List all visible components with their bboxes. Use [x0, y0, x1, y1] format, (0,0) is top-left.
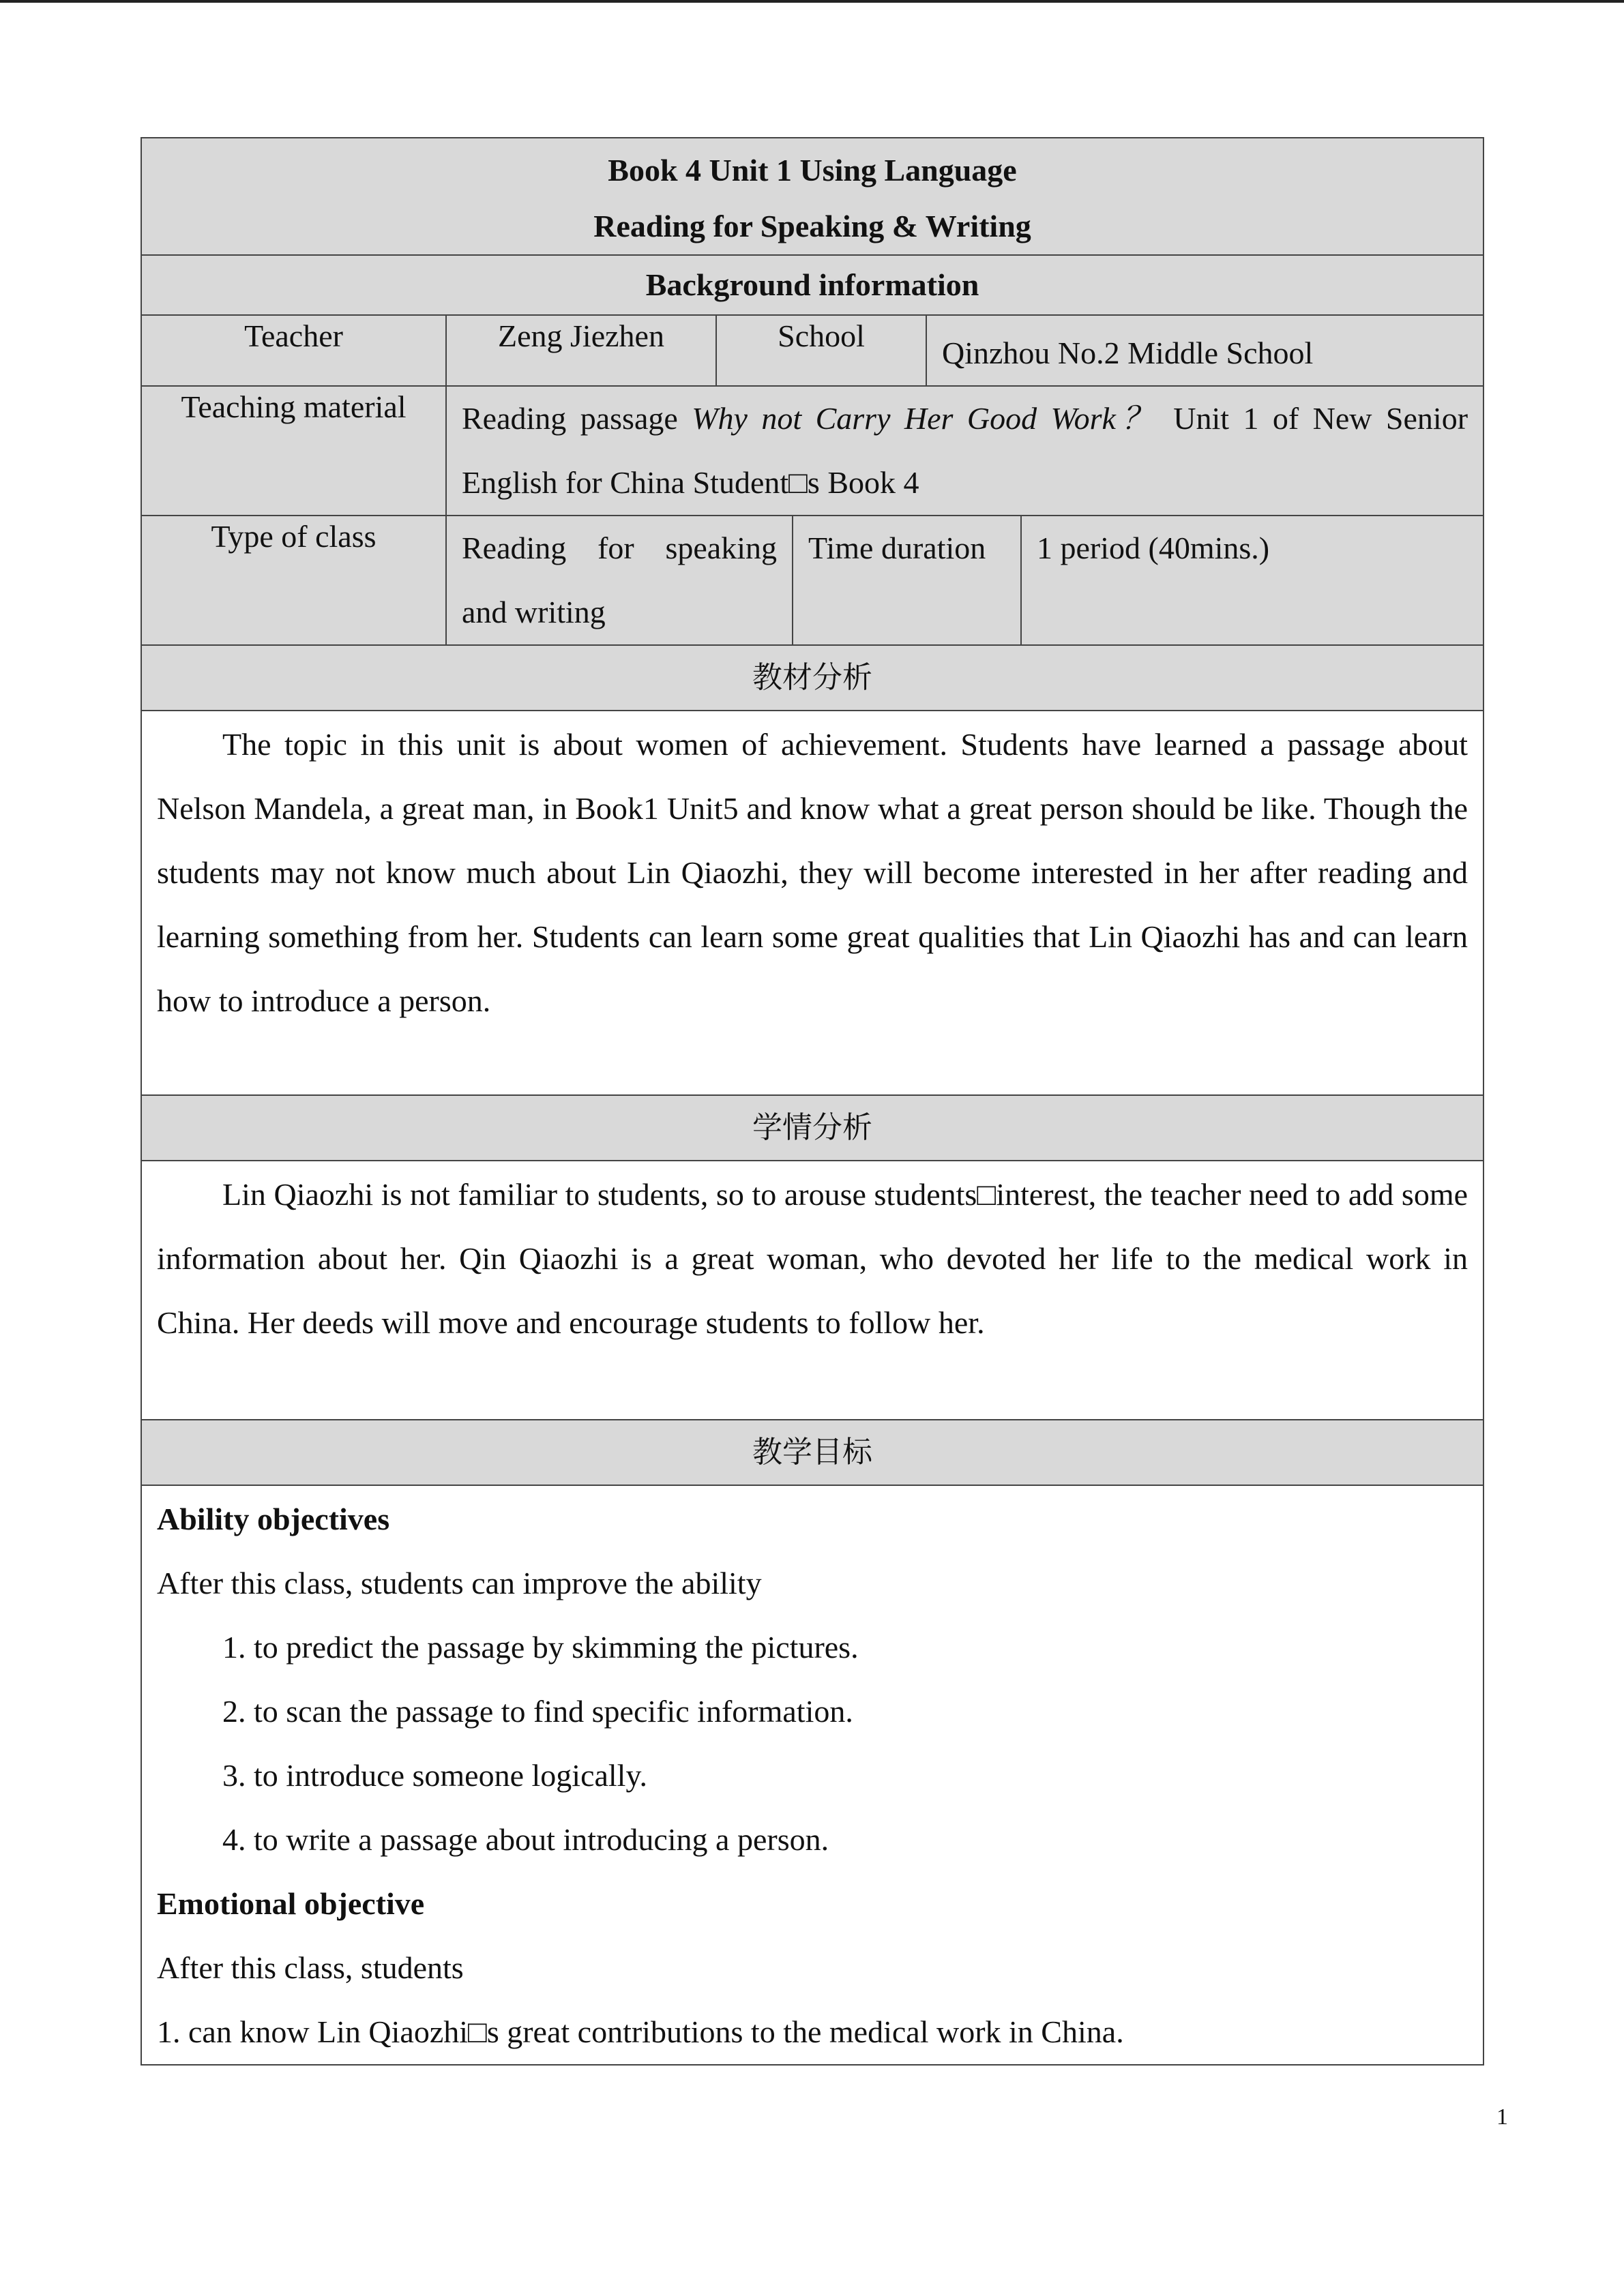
ability-objective-item: 4. to write a passage about introducing a person.	[222, 1822, 829, 1857]
teaching-material-row	[141, 386, 1483, 516]
title-cell	[141, 138, 1483, 255]
page-subtitle: Reading for Speaking & Writing	[593, 209, 1031, 243]
ability-objective-item: 2. to scan the passage to find specific information.	[222, 1694, 853, 1729]
time-duration-label: Time duration	[793, 516, 1021, 645]
material-analysis-cell	[141, 711, 1483, 1095]
ability-objective-item: 1. to predict the passage by skimming the pictures.	[222, 1630, 859, 1665]
background-heading: Background information	[141, 255, 1483, 315]
material-analysis-row	[141, 711, 1483, 1095]
emotional-objective-heading: Emotional objective	[157, 1886, 425, 1921]
teacher-label: Teacher	[141, 315, 446, 386]
teacher-value: Zeng Jiezhen	[446, 315, 716, 386]
class-type-value: Reading for speaking and writing	[462, 531, 777, 629]
student-analysis-text: Lin Qiaozhi is not familiar to students, so to arouse students□interest, the teacher need to add some information about her. Qin Qiaozhi is a great woman, who devoted her life to the medical work in China. Her deeds will move and encourage students to follow her.	[157, 1177, 1468, 1340]
material-passage-title: Why not Carry Her Good Work？	[692, 401, 1160, 436]
material-analysis-heading-row	[141, 645, 1483, 711]
lesson-plan-page	[141, 137, 1483, 2066]
page-number: 1	[1496, 2104, 1508, 2130]
material-suffix: Unit 1 of New Senior English for China Student□s Book 4	[462, 401, 1468, 500]
class-type-row	[141, 516, 1483, 645]
teaching-material-label: Teaching material	[141, 386, 446, 516]
teaching-material-value	[446, 386, 1483, 516]
lesson-plan-table	[141, 137, 1484, 2066]
material-analysis-text: The topic in this unit is about women of achievement. Students have learned a passage about Nelson Mandela, a great man, in Book1 Unit5 and know what a great person should be like. Though the students may not know much about Lin Qiaozhi, they will become interested in her after reading and learning something from her. Students can learn some great qualities that Lin Qiaozhi has and can learn how to introduce a person.	[157, 727, 1468, 1018]
objectives-heading: 教学目标	[141, 1420, 1483, 1485]
material-prefix: Reading passage	[462, 401, 692, 436]
ability-objectives-intro: After this class, students can improve the ability	[157, 1566, 762, 1600]
objectives-heading-row	[141, 1420, 1483, 1485]
objectives-cell	[141, 1485, 1483, 2065]
background-heading-row	[141, 255, 1483, 315]
emotional-objective-item: 1. can know Lin Qiaozhi□s great contributions to the medical work in China.	[157, 2014, 1124, 2049]
student-analysis-heading: 学情分析	[141, 1095, 1483, 1161]
objectives-row	[141, 1485, 1483, 2065]
teacher-row	[141, 315, 1483, 386]
teaching-material-text	[462, 387, 1468, 515]
ability-objective-item: 3. to introduce someone logically.	[222, 1758, 647, 1793]
student-analysis-cell	[141, 1161, 1483, 1420]
school-value: Qinzhou No.2 Middle School	[926, 315, 1483, 386]
top-border-line	[0, 0, 1624, 3]
class-type-label: Type of class	[141, 516, 446, 645]
student-analysis-row	[141, 1161, 1483, 1420]
ability-objectives-heading: Ability objectives	[157, 1502, 390, 1536]
material-analysis-heading: 教材分析	[141, 645, 1483, 711]
student-analysis-heading-row	[141, 1095, 1483, 1161]
title-row	[141, 138, 1483, 255]
time-duration-value: 1 period (40mins.)	[1021, 516, 1483, 645]
class-type-cell	[446, 516, 793, 645]
school-label: School	[716, 315, 926, 386]
emotional-objective-intro: After this class, students	[157, 1950, 464, 1985]
page-title: Book 4 Unit 1 Using Language	[608, 153, 1017, 188]
